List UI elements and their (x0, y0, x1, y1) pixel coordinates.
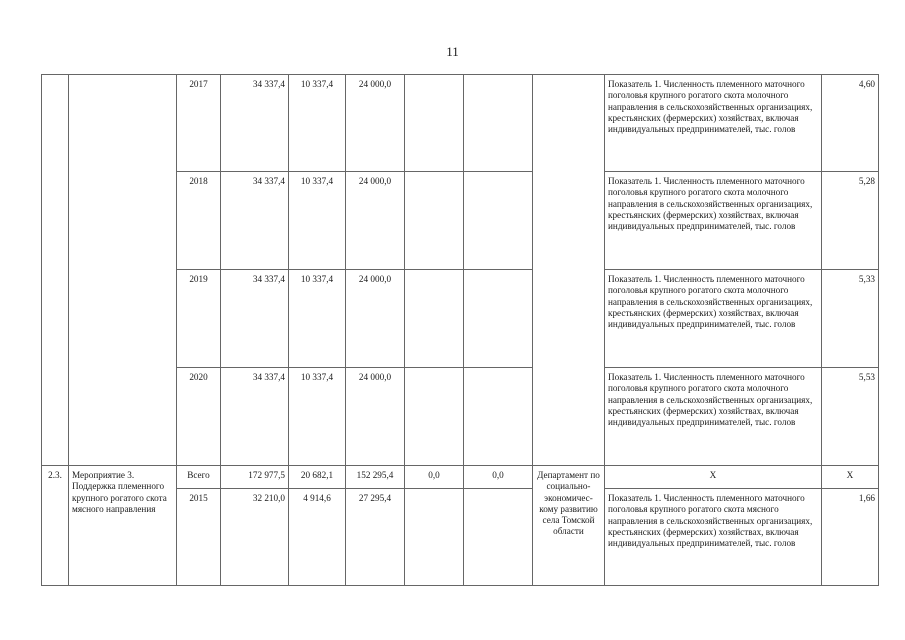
local-cell-empty (405, 270, 464, 368)
regional-cell: 27 295,4 (346, 489, 405, 586)
page-number: 11 (446, 44, 459, 59)
year-cell: 2015 (177, 489, 221, 586)
measure-name-cell: Мероприятие 3. Поддержка племенного крупного рогатого скота мясного направления (69, 466, 177, 586)
indicator-value-cell: 5,53 (822, 368, 879, 466)
regional-cell: 24 000,0 (346, 172, 405, 270)
number-cell-empty (42, 75, 69, 466)
federal-cell: 10 337,4 (289, 270, 346, 368)
other-cell-empty (464, 75, 533, 172)
table-row (42, 466, 879, 489)
year-cell: 2018 (177, 172, 221, 270)
executor-cell-empty (533, 75, 605, 466)
total-cell: 32 210,0 (221, 489, 289, 586)
total-cell: 34 337,4 (221, 172, 289, 270)
indicator-value-cell: X (822, 466, 879, 489)
total-cell: 172 977,5 (221, 466, 289, 489)
federal-cell: 10 337,4 (289, 368, 346, 466)
local-cell-empty (405, 172, 464, 270)
federal-cell: 10 337,4 (289, 172, 346, 270)
local-cell: 0,0 (405, 466, 464, 489)
year-cell: 2019 (177, 270, 221, 368)
indicator-value-cell: 4,60 (822, 75, 879, 172)
indicator-value-cell: 1,66 (822, 489, 879, 586)
other-cell-empty (464, 489, 533, 586)
year-cell: 2020 (177, 368, 221, 466)
local-cell-empty (405, 489, 464, 586)
indicator-cell: X (605, 466, 822, 489)
other-cell-empty (464, 368, 533, 466)
regional-cell: 24 000,0 (346, 270, 405, 368)
total-label-cell: Всего (177, 466, 221, 489)
other-cell: 0,0 (464, 466, 533, 489)
other-cell-empty (464, 270, 533, 368)
indicator-value-cell: 5,33 (822, 270, 879, 368)
regional-cell: 24 000,0 (346, 75, 405, 172)
federal-cell: 20 682,1 (289, 466, 346, 489)
name-cell-empty (69, 75, 177, 466)
federal-cell: 4 914,6 (289, 489, 346, 586)
total-cell: 34 337,4 (221, 270, 289, 368)
indicator-cell: Показатель 1. Численность племенного маточного поголовья крупного рогатого скота молочного направления в сельскохозяйственных организациях, крестьянских (фермерских) хозяйствах, включая индивидуальных предпринимателей, тыс. голов (605, 172, 822, 270)
indicator-cell: Показатель 1. Численность племенного маточного поголовья крупного рогатого скота мясного направления в сельскохозяйственных организациях, крестьянских (фермерских) хозяйствах, включая индивидуальных предпринимателей, тыс. голов (605, 489, 822, 586)
local-cell-empty (405, 75, 464, 172)
program-measures-table (41, 74, 879, 586)
indicator-value-cell: 5,28 (822, 172, 879, 270)
total-cell: 34 337,4 (221, 368, 289, 466)
table-row (42, 75, 879, 172)
total-cell: 34 337,4 (221, 75, 289, 172)
executor-cell: Департамент по социально-экономичес-кому развитию села Томской области (533, 466, 605, 586)
federal-cell: 10 337,4 (289, 75, 346, 172)
regional-cell: 24 000,0 (346, 368, 405, 466)
indicator-cell: Показатель 1. Численность племенного маточного поголовья крупного рогатого скота молочного направления в сельскохозяйственных организациях, крестьянских (фермерских) хозяйствах, включая индивидуальных предпринимателей, тыс. голов (605, 75, 822, 172)
year-cell: 2017 (177, 75, 221, 172)
measure-number-cell: 2.3. (42, 466, 69, 586)
indicator-cell: Показатель 1. Численность племенного маточного поголовья крупного рогатого скота молочного направления в сельскохозяйственных организациях, крестьянских (фермерских) хозяйствах, включая индивидуальных предпринимателей, тыс. голов (605, 368, 822, 466)
other-cell-empty (464, 172, 533, 270)
regional-cell: 152 295,4 (346, 466, 405, 489)
local-cell-empty (405, 368, 464, 466)
indicator-cell: Показатель 1. Численность племенного маточного поголовья крупного рогатого скота молочного направления в сельскохозяйственных организациях, крестьянских (фермерских) хозяйствах, включая индивидуальных предпринимателей, тыс. голов (605, 270, 822, 368)
